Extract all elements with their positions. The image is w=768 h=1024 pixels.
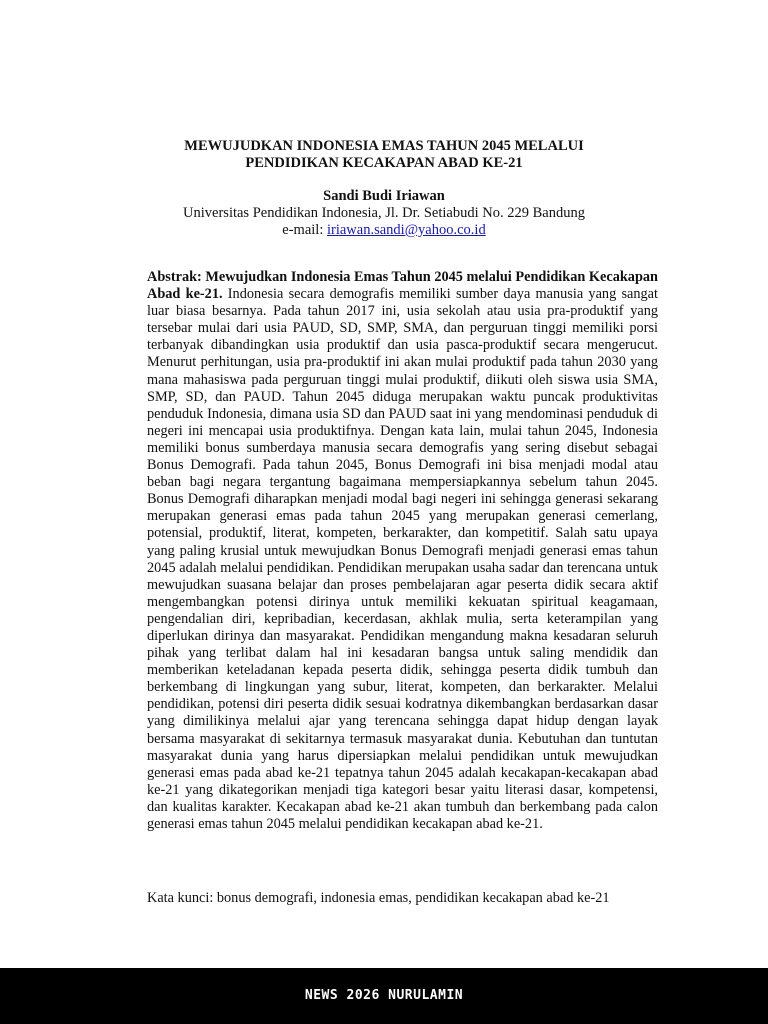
abstract [147, 269, 658, 833]
abstract-lead: Abstrak: Mewujudkan Indonesia Emas Tahun 2045 melalui Pendidikan Kecakapan Abad ke-21. [147, 269, 658, 303]
title-line-2: PENDIDIKAN KECAKAPAN ABAD KE-21 [245, 155, 523, 171]
email-label: e-mail: [282, 222, 327, 238]
paper-title [0, 138, 768, 172]
author-affiliation-block [0, 205, 768, 239]
footer-watermark: NEWS 2026 NURULAMIN [304, 988, 464, 1003]
keywords: Kata kunci: bonus demografi, indonesia emas, pendidikan kecakapan abad ke-21 [147, 890, 610, 906]
email-link[interactable]: iriawan.sandi@yahoo.co.id [326, 222, 486, 238]
abstract-body: Indonesia secara demografis memiliki sumber daya manusia yang sangat luar biasa besarnya. Pada tahun 2017 ini, usia sekolah atau usia pra-produktif yang tersebar mulai dari usia PAUD, SD, SMP, SMA, dan perguruan tinggi memiliki porsi terbanyak dibandingkan usia produktif dan usia pasca-produktif secara mengerucut. Menurut perhitungan, usia pra-produktif ini akan mulai produktif pada tahun 2030 yang mana mahasiswa pada perguruan tinggi mulai produktif, diikuti oleh siswa usia SMA, SMP, SD, dan PAUD. Tahun 2045 diduga merupakan waktu puncak produktivitas penduduk Indonesia, dimana usia SD dan PAUD saat ini yang mendominasi penduduk di negeri ini mencapai usia produktifnya. Dengan kata lain, mulai tahun 2045, Indonesia memiliki bonus sumberdaya manusia secara demografis yang sering disebut sebagai Bonus Demografi. Pada tahun 2045, Bonus Demografi ini bisa menjadi modal atau beban bagi negara tergantung bagaimana mempersiapkannya sebelum tahun 2045. Bonus Demografi diharapkan menjadi modal bagi negeri ini sehingga generasi sekarang merupakan generasi emas pada tahun 2045 yang merupakan generasi cemerlang, potensial, produktif, literat, kompeten, berkarakter, dan kompetitif. Salah satu upaya yang paling krusial untuk mewujudkan Bonus Demografi menjadi generasi emas tahun 2045 adalah melalui pendidikan. Pendidikan merupakan usaha sadar dan terencana untuk mewujudkan suasana belajar dan proses pembelajaran agar peserta didik secara aktif mengembangkan potensi dirinya untuk memiliki kekuatan spiritual keagamaan, pengendalian diri, kepribadian, kecerdasan, akhlak mulia, serta keterampilan yang diperlukan dirinya dan masyarakat. Pendidikan mengandung makna kesadaran seluruh pihak yang terlibat dalam hal ini kesadaran bangsa untuk saling mendidik dan memberikan keteladanan kepada peserta didik, sehingga peserta didik tumbuh dan berkembang di lingkungan yang subur, literat, kompeten, dan berkarakter. Melalui pendidikan, potensi diri peserta didik sesuai kodratnya dikembangkan berdasarkan dasar yang dimilikinya melalui ajar yang terencana sehingga dapat hidup dengan layak bersama masyarakat di sekitarnya termasuk masyarakat dunia. Kebutuhan dan tuntutan masyarakat dunia yang harus dipersiapkan melalui pendidikan untuk mewujudkan generasi emas pada abad ke-21 tepatnya tahun 2045 adalah kecakapan-kecakapan abad ke-21 yang dikategorikan menjadi tiga kategori besar yaitu literasi dasar, kompetensi, dan kualitas karakter. Kecakapan abad ke-21 akan tumbuh dan berkembang pada calon generasi emas tahun 2045 melalui pendidikan kecakapan abad ke-21. [147, 286, 658, 832]
author-name: Sandi Budi Iriawan [323, 188, 445, 204]
title-line-1: MEWUJUDKAN INDONESIA EMAS TAHUN 2045 MELALUI [184, 138, 584, 154]
email-line [0, 222, 768, 239]
affiliation: Universitas Pendidikan Indonesia, Jl. Dr. Setiabudi No. 229 Bandung [183, 205, 585, 221]
